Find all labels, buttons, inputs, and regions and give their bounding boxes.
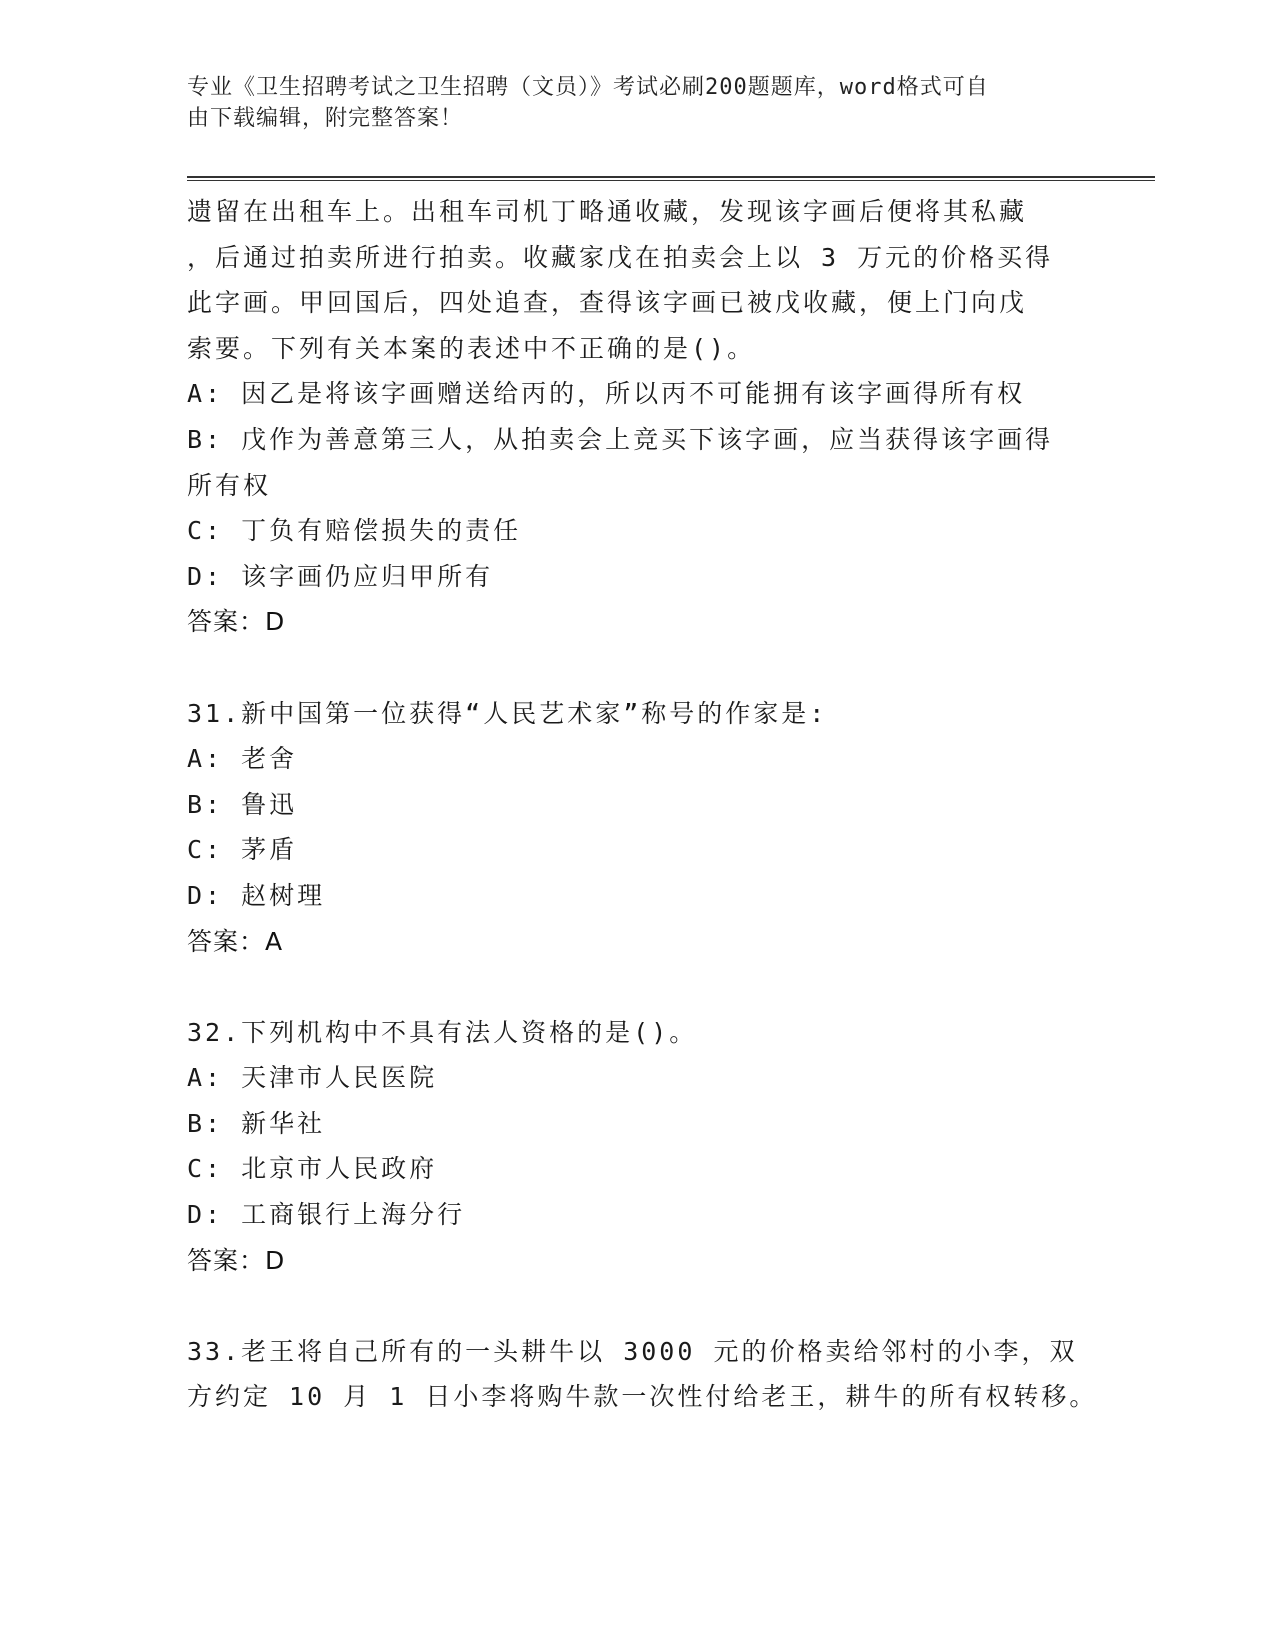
question-gap (187, 645, 1087, 691)
option-c: C: 北京市人民政府 (187, 1154, 438, 1184)
question-gap (187, 964, 1087, 1010)
question-33 (187, 1329, 1098, 1420)
question-gap (187, 1283, 1087, 1329)
option-d: D: 赵树理 (187, 880, 326, 910)
question-stem: 32.下列机构中不具有法人资格的是()。 (187, 1017, 698, 1047)
question-stem-line: 33.老王将自己所有的一头耕牛以 3000 元的价格卖给邻村的小李，双 (187, 1336, 1078, 1366)
option-b: B: 戊作为善意第三人，从拍卖会上竞买下该字画，应当获得该字画得 (187, 424, 1054, 454)
answer-label: 答案：D (187, 607, 286, 637)
answer-label: 答案：D (187, 1245, 286, 1275)
option-c: C: 茅盾 (187, 835, 298, 865)
header-divider (187, 176, 1155, 181)
option-a: A: 天津市人民医院 (187, 1063, 438, 1093)
question-stem: 31.新中国第一位获得“人民艺术家”称号的作家是: (187, 698, 828, 728)
page-header (187, 72, 1067, 134)
question-32 (187, 1010, 1087, 1284)
option-a: A: 因乙是将该字画赠送给丙的，所以丙不可能拥有该字画得所有权 (187, 379, 1026, 409)
header-title-line-1: 专业《卫生招聘考试之卫生招聘（文员）》考试必刷200题题库，word格式可自 (187, 75, 989, 100)
question-list (187, 189, 1098, 1420)
option-d: D: 工商银行上海分行 (187, 1200, 466, 1230)
option-b-continued: 所有权 (187, 470, 272, 500)
question-31 (187, 691, 1087, 965)
question-stem-line: ，后通过拍卖所进行拍卖。收藏家戊在拍卖会上以 3 万元的价格买得 (187, 242, 1054, 272)
question-stem-line: 此字画。甲回国后，四处追查，查得该字画已被戊收藏，便上门向戊 (187, 288, 1028, 318)
question-stem-line: 方约定 10 月 1 日小李将购牛款一次性付给老王，耕牛的所有权转移。 (187, 1382, 1098, 1412)
question-stem-line: 遗留在出租车上。出租车司机丁略通收藏，发现该字画后便将其私藏 (187, 197, 1028, 226)
question-30 (187, 189, 1087, 645)
header-title-line-2: 由下载编辑，附完整答案！ (187, 106, 464, 131)
option-d: D: 该字画仍应归甲所有 (187, 561, 494, 591)
question-stem-line: 索要。下列有关本案的表述中不正确的是()。 (187, 333, 756, 363)
option-c: C: 丁负有赔偿损失的责任 (187, 516, 522, 546)
option-b: B: 新华社 (187, 1108, 326, 1138)
answer-label: 答案：A (187, 926, 284, 956)
option-b: B: 鲁迅 (187, 789, 298, 819)
option-a: A: 老舍 (187, 744, 298, 774)
